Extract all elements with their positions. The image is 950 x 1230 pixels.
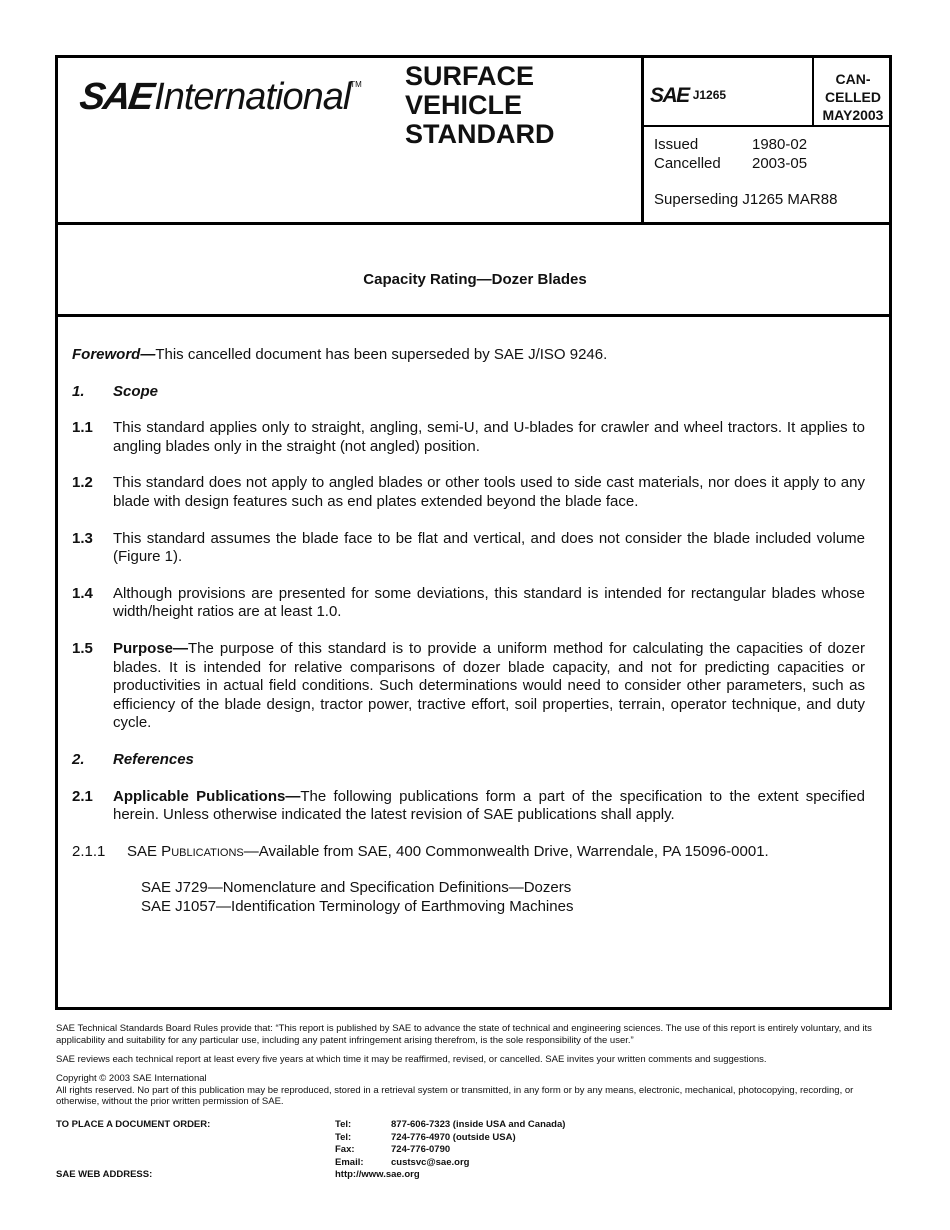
document-number: J1265 [692,88,727,102]
small-logo-sae-text: SAE [650,84,689,107]
contact-row [335,1157,565,1170]
cancelled-status [818,70,888,124]
paragraph-body: —Available from SAE, 400 Commonwealth Drive, Warrendale, PA 15096-0001. [243,842,769,860]
section-heading [72,383,865,402]
foreword-label: Foreword— [72,346,156,363]
contact-row [335,1132,565,1145]
contact-row [335,1119,565,1132]
paragraph-text [127,843,865,862]
copyright-block [56,1073,896,1108]
web-address-link[interactable]: http://www.sae.org [335,1169,420,1180]
paragraph-number: 1.4 [72,584,93,602]
standard-type-line: STANDARD [405,119,555,149]
reference-item: SAE J1057—Identification Terminology of Earthmoving Machines [141,897,574,915]
contact-value: 877-606-7323 (inside USA and Canada) [391,1119,566,1130]
paragraph-2-1 [72,788,865,825]
paragraph-1-3 [72,530,865,567]
paragraph-body: The following publications form a part of the specification to the extent specified herein. Unless otherwise indicated the latest revision of SAE publications shall apply. [113,787,865,824]
section-title: Scope [113,382,159,400]
paragraph-body: The purpose of this standard is to provide a uniform method for calculating the capacities of dozer blades. It is intended for relative comparisons of dozer blade capacity, and not for predicting capacities or productivities in actual field conditions. Such determinations would need to consider other parameters, such as efficiency of the blade design, tractor power, tractive effort, soil properties, terrain, operator technique, and duty cycle. [113,639,865,732]
paragraph-text [113,640,865,733]
paragraph-number: 2.1 [72,787,93,805]
status-line: CELLED [825,89,881,105]
order-label: TO PLACE A DOCUMENT ORDER: [56,1119,211,1130]
docnum-divider [641,125,892,127]
sae-international-logo [77,76,362,122]
paragraph-text: Although provisions are presented for some deviations, this standard is intended for rectangular blades whose width/height ratios are at least 1.0. [113,584,865,621]
reference-list [141,879,865,916]
contact-row [335,1144,565,1157]
header-vertical-divider [641,55,644,224]
logo-tm: TM [350,80,362,89]
reference-item: SAE J729—Nomenclature and Specification Definitions—Dozers [141,879,572,897]
document-title: Capacity Rating—Dozer Blades [363,271,587,288]
contact-label: Email: [335,1156,364,1168]
status-divider [812,55,814,126]
paragraph-2-1-1 [72,843,865,862]
publications-label-rest: ublications [171,842,244,860]
title-divider [55,314,892,317]
paragraph-number: 2.1.1 [72,842,106,860]
standard-type-line: SURFACE [405,61,535,91]
paragraph-label: Applicable Publications— [113,787,301,805]
section-heading [72,751,865,770]
paragraph-1-2 [72,474,865,511]
status-line: CAN- [835,71,871,87]
rights-notice: All rights reserved. No part of this publication may be reproduced, stored in a retrieval system or transmitted, in any form or by any means, electronic, mechanical, photocopying, recording, or otherwise, without the prior written permission of SAE. [56,1084,854,1107]
section-title: References [113,750,194,768]
document-body [72,346,865,916]
cancelled-value: 2003-05 [752,155,808,172]
standard-type [405,62,555,149]
paragraph-1-5 [72,640,865,733]
paragraph-number: 1.5 [72,639,93,657]
paragraph-number: 1.1 [72,419,93,437]
sae-small-logo [650,84,726,108]
paragraph-1-4 [72,585,865,622]
logo-international-text: International [154,76,351,118]
contact-value: 724-776-0790 [391,1144,451,1155]
section-number: 2. [72,750,85,768]
header-divider [55,222,892,225]
contact-email[interactable]: custsvc@sae.org [391,1156,470,1168]
web-address-label: SAE WEB ADDRESS: [56,1169,153,1180]
contact-list [335,1119,565,1182]
foreword-text: This cancelled document has been superseded by SAE J/ISO 9246. [155,346,608,363]
issued-value: 1980-02 [752,136,808,153]
superseding-note: Superseding J1265 MAR88 [654,191,838,208]
board-rules-notice: SAE Technical Standards Board Rules provide that: “This report is published by SAE to advance the state of technical and engineering sciences. The use of this report is entirely voluntary, and its applicability and suitability for any particular use, including any patent infringement arising therefrom, is the sole responsibility of the user.” [56,1023,872,1046]
logo-sae-text: SAE [77,76,156,118]
section-number: 1. [72,382,85,400]
paragraph-text [113,788,865,825]
standard-type-line: VEHICLE [405,90,523,120]
paragraph-text: This standard applies only to straight, angling, semi-U, and U-blades for crawler and wheel tractors. It applies to angling blades only in the straight (not angled) position. [113,419,865,455]
contact-label: Fax: [335,1144,355,1155]
paragraph-number: 1.2 [72,474,93,492]
paragraph-number: 1.3 [72,529,93,547]
contact-label: Tel: [335,1119,352,1130]
review-notice: SAE reviews each technical report at least every five years at which time it may be reaffirmed, revised, or cancelled. SAE invites your written comments and suggestions. [56,1054,767,1065]
paragraph-text: This standard does not apply to angled blades or other tools used to side cast materials, nor does it apply to any blade with design features such as end plates extended beyond the blade face. [113,474,865,510]
paragraph-label: Purpose— [113,639,189,657]
publications-label-start: SAE P [127,842,172,860]
cancelled-label: Cancelled [654,155,721,172]
foreword [72,346,865,365]
paragraph-1-1 [72,419,865,456]
paragraph-text: This standard assumes the blade face to be flat and vertical, and does not consider the blade included volume (Figure 1). [113,529,865,566]
contact-value: 724-776-4970 (outside USA) [391,1131,516,1143]
issue-dates [654,135,807,173]
status-line: MAY2003 [822,107,884,123]
issued-label: Issued [654,136,699,153]
copyright-line: Copyright © 2003 SAE International [56,1073,207,1084]
contact-label: Tel: [335,1131,352,1143]
